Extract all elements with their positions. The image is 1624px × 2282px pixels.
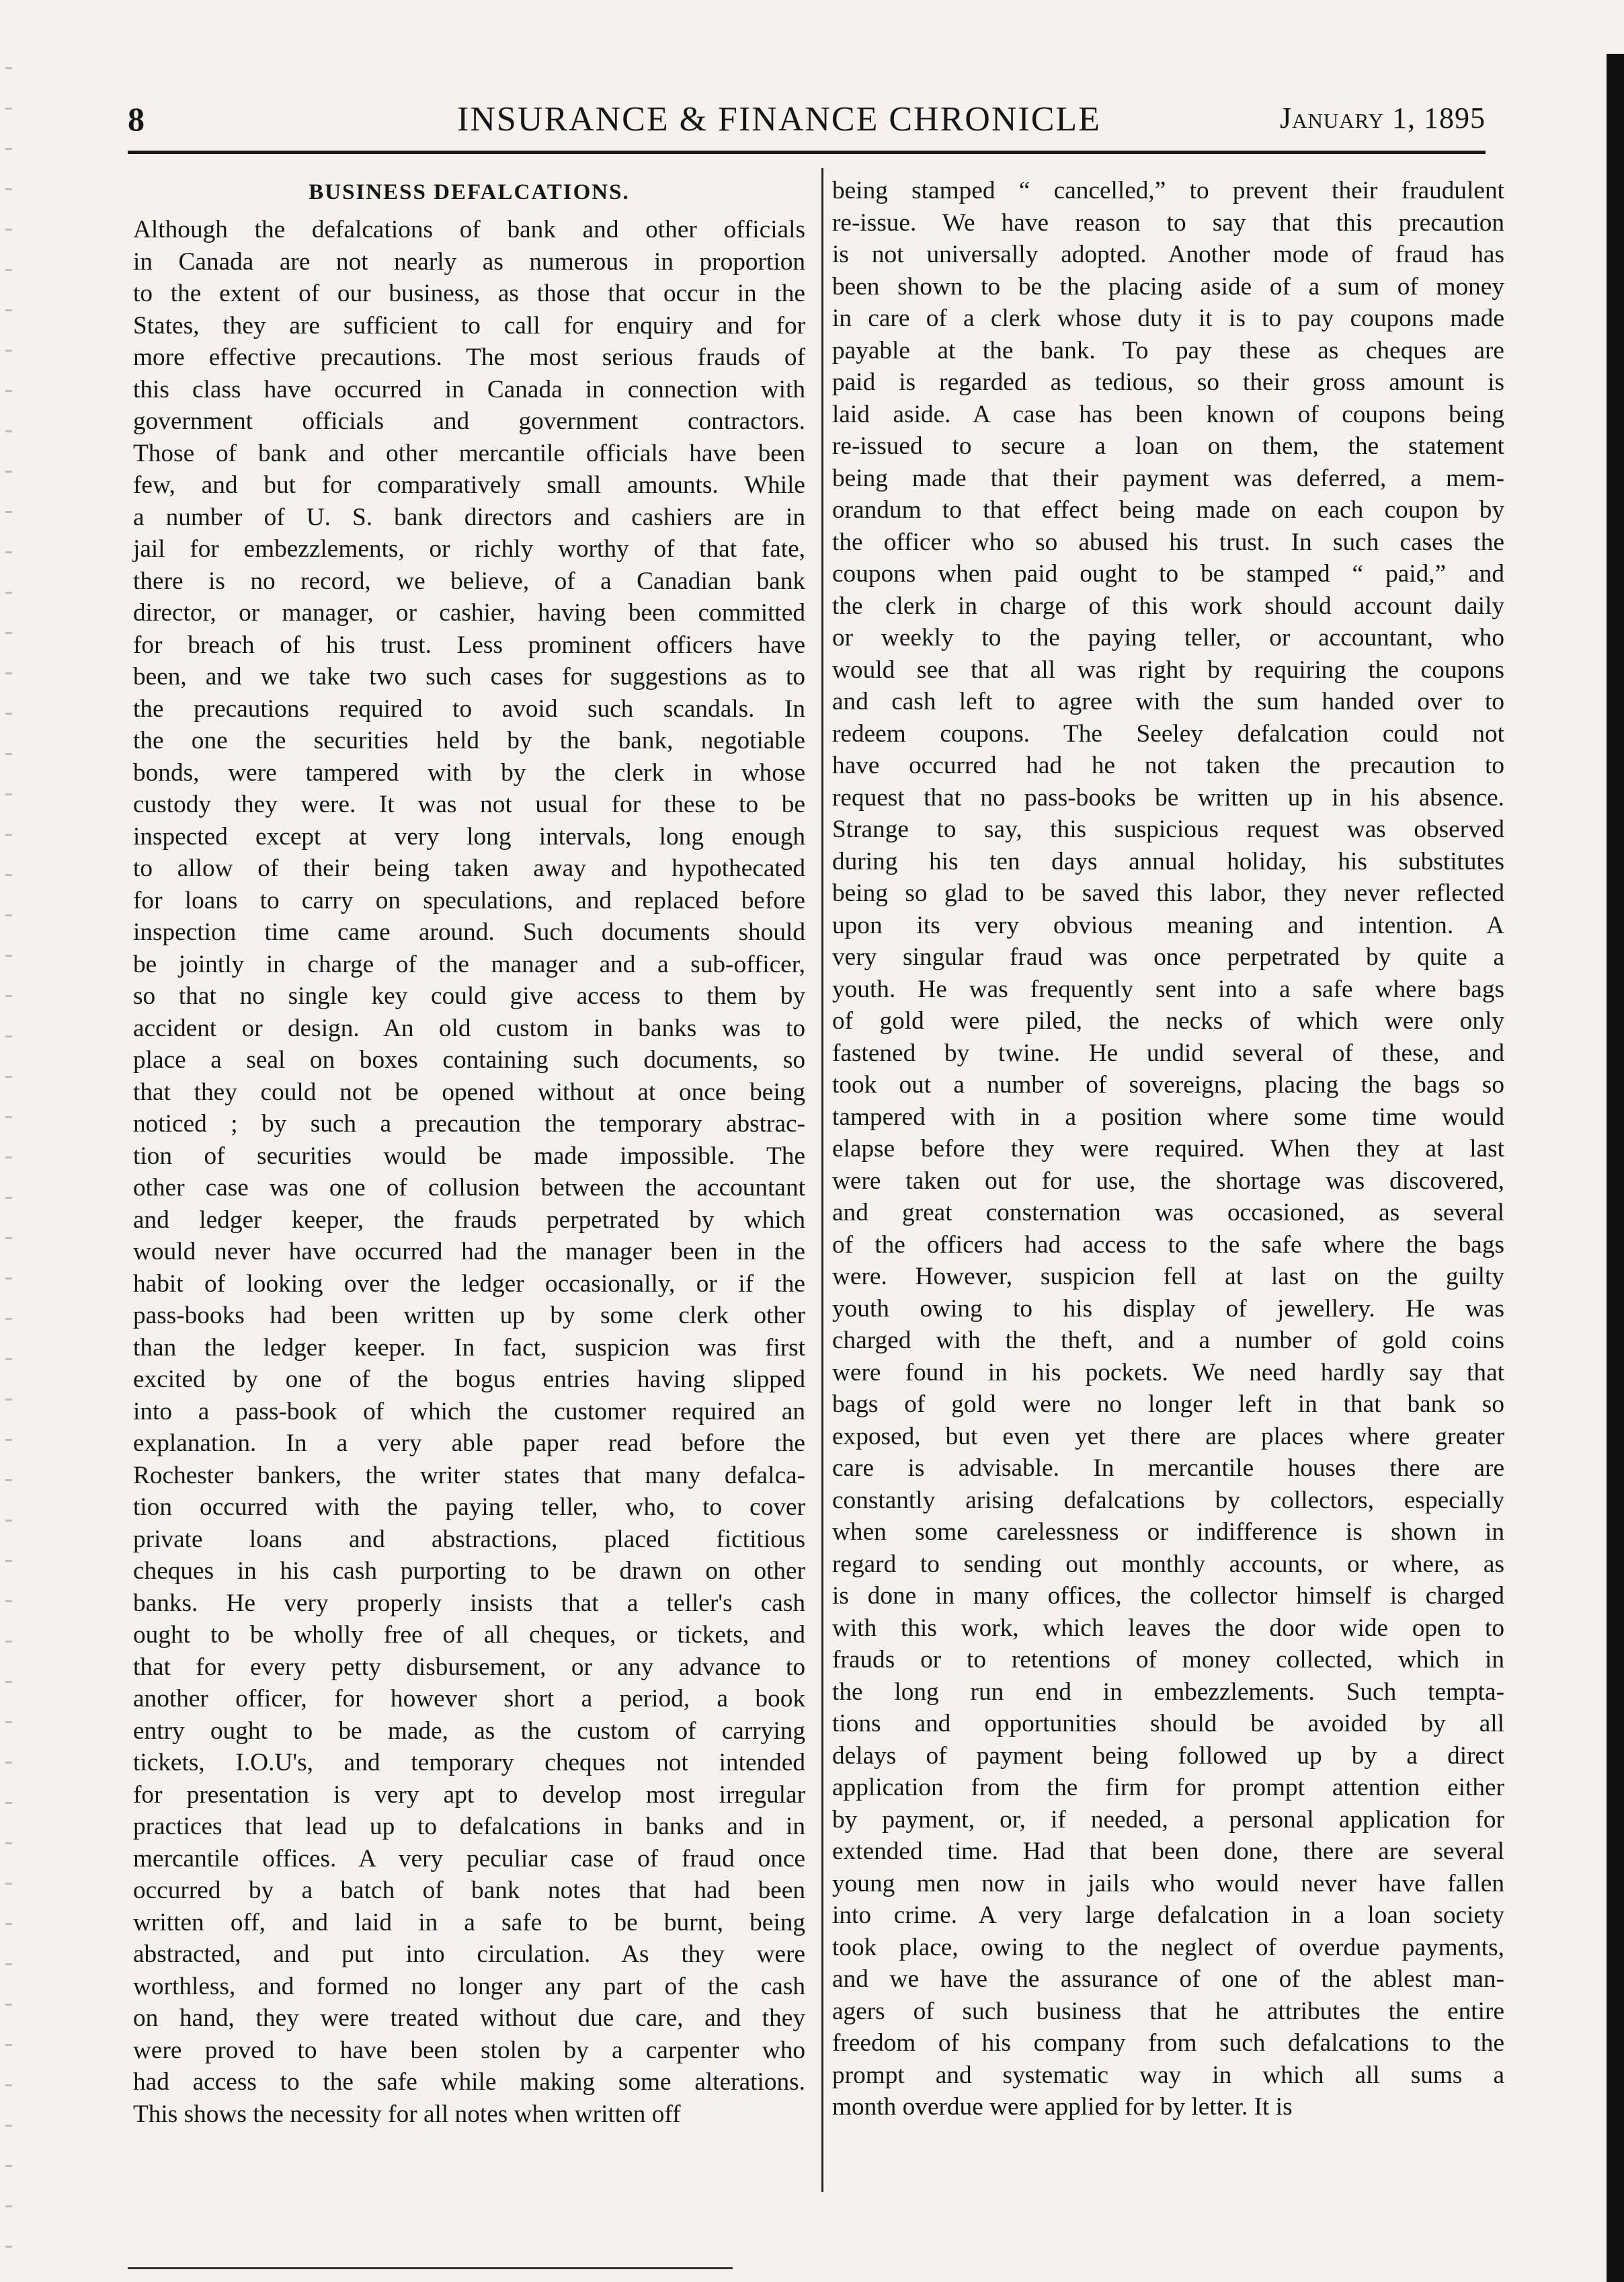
text-line: banks. He very properly insists that a teller's cash <box>133 1589 805 1617</box>
text-line: that for every petty disbursement, or any advance to <box>133 1653 805 1681</box>
text-line: and great consternation was occasioned, as several <box>832 1199 1504 1226</box>
text-line: so that no single key could give access to them by <box>133 982 805 1010</box>
text-line: director, or manager, or cashier, having been committed <box>133 599 805 627</box>
text-line: or weekly to the paying teller, or accountant, who <box>832 624 1504 652</box>
text-line: is done in many offices, the collector himself is charged <box>832 1582 1504 1610</box>
text-line: bags of gold were no longer left in that bank so <box>832 1390 1504 1418</box>
text-line: regard to sending out monthly accounts, or where, as <box>832 1550 1504 1578</box>
text-line: other case was one of collusion between the accountant <box>133 1174 805 1202</box>
journal-title: INSURANCE & FINANCE CHRONICLE <box>457 100 1101 139</box>
text-line: into a pass-book of which the customer required an <box>133 1397 805 1425</box>
text-line: being stamped “ cancelled,” to prevent their fraudulent <box>832 177 1504 204</box>
text-line: elapse before they were required. When they at last <box>832 1135 1504 1163</box>
text-line: for loans to carry on speculations, and replaced before <box>133 886 805 914</box>
text-line: and ledger keeper, the frauds perpetrated by which <box>133 1206 805 1234</box>
text-line: fastened by twine. He undid several of these, and <box>832 1039 1504 1067</box>
text-line: written off, and laid in a safe to be burnt, being <box>133 1908 805 1936</box>
page-header <box>128 100 1486 147</box>
text-line: for presentation is very apt to develop most irregular <box>133 1780 805 1809</box>
text-line: tion occurred with the paying teller, who, to cover <box>133 1493 805 1521</box>
text-line: being made that their payment was deferred, a mem- <box>832 464 1504 492</box>
text-line: tampered with in a position where some time would <box>832 1103 1504 1131</box>
text-line: upon its very obvious meaning and intention. A <box>832 911 1504 939</box>
text-line: into crime. A very large defalcation in a loan society <box>832 1901 1504 1929</box>
text-line: worthless, and formed no longer any part of the cash <box>133 1972 805 2000</box>
article-title: BUSINESS DEFALCATIONS. <box>309 180 630 204</box>
text-line: extended time. Had that been done, there are several <box>832 1838 1504 1865</box>
text-line: government officials and government contractors. <box>133 407 805 435</box>
text-line: prompt and systematic way in which all sums a <box>832 2061 1504 2089</box>
text-line: tion of securities would be made impossible. The <box>133 1142 805 1170</box>
text-line: occurred by a batch of bank notes that had been <box>133 1877 805 1904</box>
text-line: this class have occurred in Canada in connection with <box>133 375 805 403</box>
text-line: more effective precautions. The most serious frauds of <box>133 344 805 371</box>
text-line: of gold were piled, the necks of which were only <box>832 1007 1504 1035</box>
text-line: a number of U. S. bank directors and cashiers are in <box>133 503 805 531</box>
text-line: redeem coupons. The Seeley defalcation could not <box>832 719 1504 748</box>
text-line: during his ten days annual holiday, his substitutes <box>832 847 1504 875</box>
text-line: the long run end in embezzlements. Such tempta- <box>832 1678 1504 1706</box>
text-line: delays of payment being followed up by a direct <box>832 1741 1504 1770</box>
text-line: the one the securities held by the bank, negotiable <box>133 727 805 754</box>
text-line: orandum to that effect being made on each coupon by <box>832 496 1504 524</box>
text-line: would see that all was right by requiring the coupons <box>832 656 1504 684</box>
text-line: exposed, but even yet there are places where greater <box>832 1422 1504 1450</box>
text-line: noticed ; by such a precaution the temporary abstrac- <box>133 1110 805 1138</box>
text-line: practices that lead up to defalcations in banks and in <box>133 1813 805 1840</box>
text-line: and cash left to agree with the sum handed over to <box>832 688 1504 715</box>
text-line: mercantile offices. A very peculiar case of fraud once <box>133 1844 805 1873</box>
text-line: than the ledger keeper. In fact, suspicion was first <box>133 1333 805 1362</box>
text-line: were taken out for use, the shortage was discovered, <box>832 1167 1504 1195</box>
text-line: would never have occurred had the manager been in the <box>133 1238 805 1265</box>
header-rule <box>128 151 1486 154</box>
text-line: abstracted, and put into circulation. As they were <box>133 1940 805 1968</box>
text-line: be jointly in charge of the manager and a sub-officer, <box>133 950 805 978</box>
text-line: took place, owing to the neglect of overdue payments, <box>832 1933 1504 1961</box>
text-line: in Canada are not nearly as numerous in proportion <box>133 247 805 276</box>
text-line: cheques in his cash purporting to be drawn on other <box>133 1557 805 1585</box>
text-line: very singular fraud was once perpetrated by quite a <box>832 943 1504 971</box>
text-line: paid is regarded as tedious, so their gross amount is <box>832 368 1504 396</box>
text-line: by payment, or, if needed, a personal application for <box>832 1805 1504 1834</box>
text-line: frauds or to retentions of money collected, which in <box>832 1646 1504 1674</box>
text-line: entry ought to be made, as the custom of carrying <box>133 1717 805 1745</box>
text-line: to allow of their being taken away and hypothecated <box>133 855 805 882</box>
page-number: 8 <box>128 100 145 138</box>
text-line: custody they were. It was not usual for these to be <box>133 791 805 818</box>
text-line: Rochester bankers, the writer states that many defalca- <box>133 1461 805 1489</box>
text-line: there is no record, we believe, of a Canadian bank <box>133 567 805 595</box>
text-line: in care of a clerk whose duty it is to pay coupons made <box>832 305 1504 332</box>
text-line: ought to be wholly free of all cheques, or tickets, and <box>133 1621 805 1649</box>
text-line: were proved to have been stolen by a carpenter who <box>133 2036 805 2064</box>
text-line: being so glad to be saved this labor, they never reflected <box>832 879 1504 907</box>
column-divider <box>821 168 823 2192</box>
text-line: This shows the necessity for all notes when written off <box>133 2100 681 2128</box>
text-line: States, they are sufficient to call for enquiry and for <box>133 311 805 340</box>
bottom-rule <box>128 2267 733 2269</box>
text-line: inspected except at very long intervals, long enough <box>133 822 805 851</box>
text-line: another officer, for however short a period, a book <box>133 1685 805 1713</box>
text-line: the precautions required to avoid such scandals. In <box>133 695 805 723</box>
text-line: when some carelessness or indifference is shown in <box>832 1518 1504 1546</box>
text-line: young men now in jails who would never have fallen <box>832 1869 1504 1897</box>
text-line: constantly arising defalcations by collectors, especially <box>832 1486 1504 1514</box>
text-line: youth owing to his display of jewellery. He was <box>832 1294 1504 1323</box>
text-line: to the extent of our business, as those that occur in the <box>133 280 805 307</box>
text-line: bonds, were tampered with by the clerk in whose <box>133 758 805 787</box>
text-line: pass-books had been written up by some clerk other <box>133 1302 805 1329</box>
page-edge-bar <box>1607 54 1624 2282</box>
text-line: have occurred had he not taken the precaution to <box>832 752 1504 779</box>
text-line: freedom of his company from such defalcations to the <box>832 2029 1504 2057</box>
text-line: on hand, they were treated without due care, and they <box>133 2004 805 2032</box>
text-line: place a seal on boxes containing such documents, so <box>133 1046 805 1074</box>
binding-edge-marks <box>5 67 12 2273</box>
text-line: request that no pass-books be written up in his absence. <box>832 783 1504 812</box>
text-line: re-issued to secure a loan on them, the statement <box>832 432 1504 460</box>
text-line: habit of looking over the ledger occasionally, or if the <box>133 1269 805 1298</box>
text-line: application from the firm for prompt attention either <box>832 1774 1504 1801</box>
text-line: inspection time came around. Such documents should <box>133 918 805 946</box>
text-line: been shown to be the placing aside of a sum of money <box>832 272 1504 301</box>
text-line: of the officers had access to the safe where the bags <box>832 1230 1504 1259</box>
text-line: were. However, suspicion fell at last on the guilty <box>832 1263 1504 1290</box>
text-line: tions and opportunities should be avoided by all <box>832 1710 1504 1737</box>
text-line: re-issue. We have reason to say that this precaution <box>832 208 1504 237</box>
text-line: youth. He was frequently sent into a safe where bags <box>832 975 1504 1003</box>
left-column <box>133 175 805 2130</box>
text-line: tickets, I.O.U's, and temporary cheques not intended <box>133 1749 805 1776</box>
text-line: took out a number of sovereigns, placing the bags so <box>832 1071 1504 1099</box>
text-line: payable at the bank. To pay these as cheques are <box>832 336 1504 364</box>
text-line: accident or design. An old custom in banks was to <box>133 1014 805 1042</box>
text-line: jail for embezzlements, or richly worthy of that fate, <box>133 535 805 563</box>
text-line: and we have the assurance of one of the ablest man- <box>832 1965 1504 1993</box>
text-line: with this work, which leaves the door wide open to <box>832 1614 1504 1642</box>
text-line: the officer who so abused his trust. In such cases the <box>832 528 1504 556</box>
text-line: agers of such business that he attributes the entire <box>832 1997 1504 2025</box>
text-line: month overdue were applied for by letter. It is <box>832 2093 1293 2121</box>
issue-date: January 1, 1895 <box>1279 102 1486 134</box>
text-line: charged with the theft, and a number of gold coins <box>832 1327 1504 1354</box>
text-line: private loans and abstractions, placed fictitious <box>133 1525 805 1553</box>
text-line: coupons when paid ought to be stamped “ paid,” and <box>832 560 1504 588</box>
text-line: laid aside. A case has been known of coupons being <box>832 400 1504 428</box>
text-line: care is advisable. In mercantile houses there are <box>832 1454 1504 1482</box>
text-line: Although the defalcations of bank and other officials <box>133 216 805 243</box>
text-line: were found in his pockets. We need hardly say that <box>832 1358 1504 1386</box>
text-line: excited by one of the bogus entries having slipped <box>133 1366 805 1393</box>
right-column <box>832 175 1504 2123</box>
text-line: been, and we take two such cases for suggestions as to <box>133 663 805 691</box>
text-line: for breach of his trust. Less prominent officers have <box>133 631 805 659</box>
text-line: Strange to say, this suspicious request was observed <box>832 816 1504 843</box>
text-line: is not universally adopted. Another mode of fraud has <box>832 241 1504 268</box>
text-line: few, and but for comparatively small amounts. While <box>133 471 805 499</box>
text-line: the clerk in charge of this work should account daily <box>832 592 1504 620</box>
text-line: that they could not be opened without at once being <box>133 1078 805 1106</box>
text-line: Those of bank and other mercantile officials have been <box>133 439 805 467</box>
text-line: explanation. In a very able paper read before the <box>133 1429 805 1457</box>
text-line: had access to the safe while making some alterations. <box>133 2068 805 2096</box>
